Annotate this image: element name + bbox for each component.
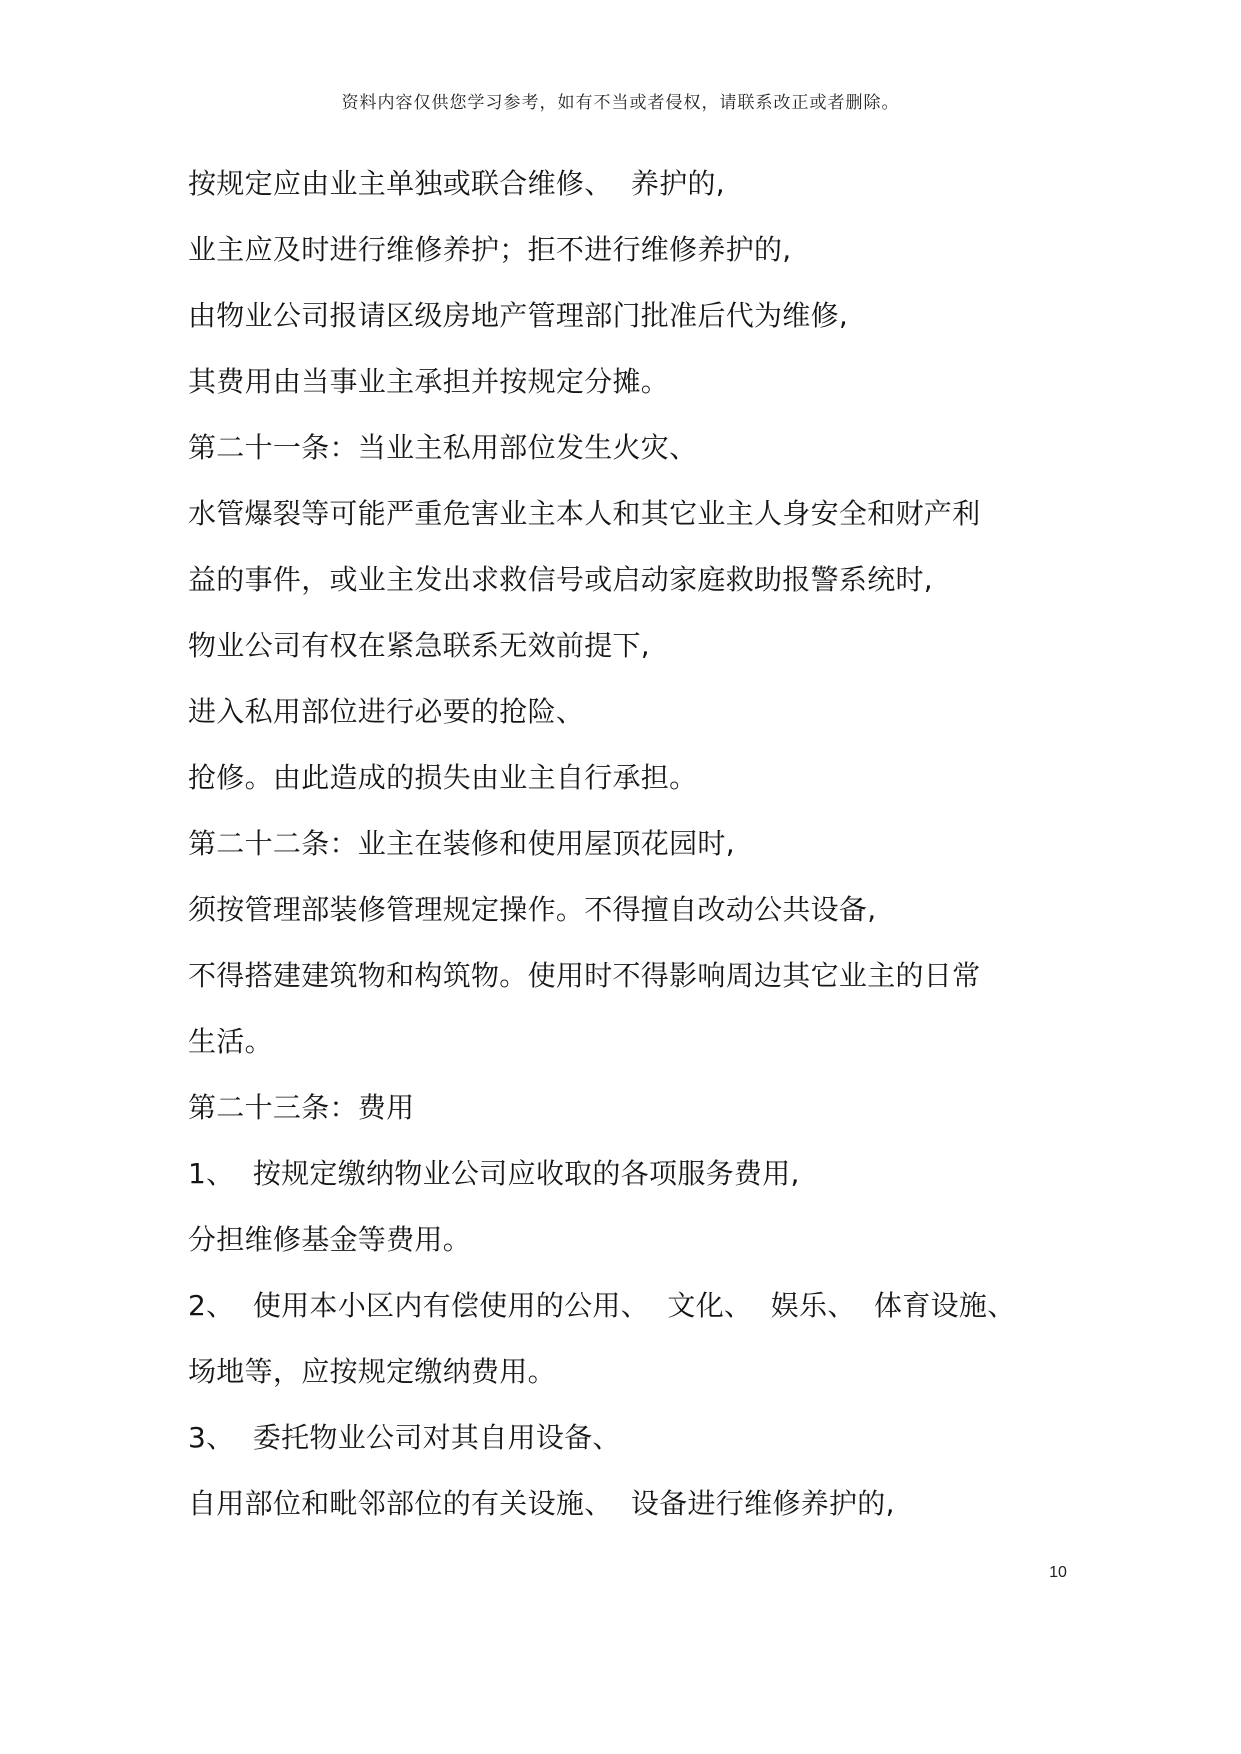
text-line: 生活。: [188, 1025, 273, 1058]
page-number: 10: [1049, 1564, 1067, 1581]
text-line: 场地等，应按规定缴纳费用。: [188, 1355, 556, 1388]
text-line: 由物业公司报请区级房地产管理部门批准后代为维修,: [188, 299, 849, 332]
list-item-3-line: 3、 委托物业公司对其自用设备、: [188, 1421, 621, 1454]
text-line: 业主应及时进行维修养护；拒不进行维修养护的,: [188, 233, 792, 266]
text-line: 不得搭建建筑物和构筑物。使用时不得影响周边其它业主的日常: [188, 959, 981, 992]
document-body: [188, 158, 1068, 1544]
text-line: 按规定应由业主单独或联合维修、 养护的,: [188, 167, 726, 200]
article-23-heading-line: 第二十三条：费用: [188, 1091, 415, 1124]
article-22-heading-line: 第二十二条：业主在装修和使用屋顶花园时,: [188, 827, 735, 860]
text-line: 水管爆裂等可能严重危害业主本人和其它业主人身安全和财产利: [188, 497, 981, 530]
text-line: 须按管理部装修管理规定操作。不得擅自改动公共设备,: [188, 893, 877, 926]
text-line: 物业公司有权在紧急联系无效前提下,: [188, 629, 651, 662]
article-21-heading-line: 第二十一条：当业主私用部位发生火灾、: [188, 431, 698, 464]
list-item-1-line: 1、 按规定缴纳物业公司应收取的各项服务费用,: [188, 1157, 800, 1190]
text-line: 自用部位和毗邻部位的有关设施、 设备进行维修养护的,: [188, 1487, 895, 1520]
text-line: 其费用由当事业主承担并按规定分摊。: [188, 365, 670, 398]
text-line: 抢修。由此造成的损失由业主自行承担。: [188, 761, 698, 794]
header-disclaimer: 资料内容仅供您学习参考，如有不当或者侵权，请联系改正或者删除。: [341, 93, 900, 113]
text-line: 进入私用部位进行必要的抢险、: [188, 695, 585, 728]
text-line: 益的事件，或业主发出求救信号或启动家庭救助报警系统时,: [188, 563, 934, 596]
list-item-2-line: 2、 使用本小区内有偿使用的公用、 文化、 娱乐、 体育设施、: [188, 1289, 1016, 1322]
text-line: 分担维修基金等费用。: [188, 1223, 472, 1256]
